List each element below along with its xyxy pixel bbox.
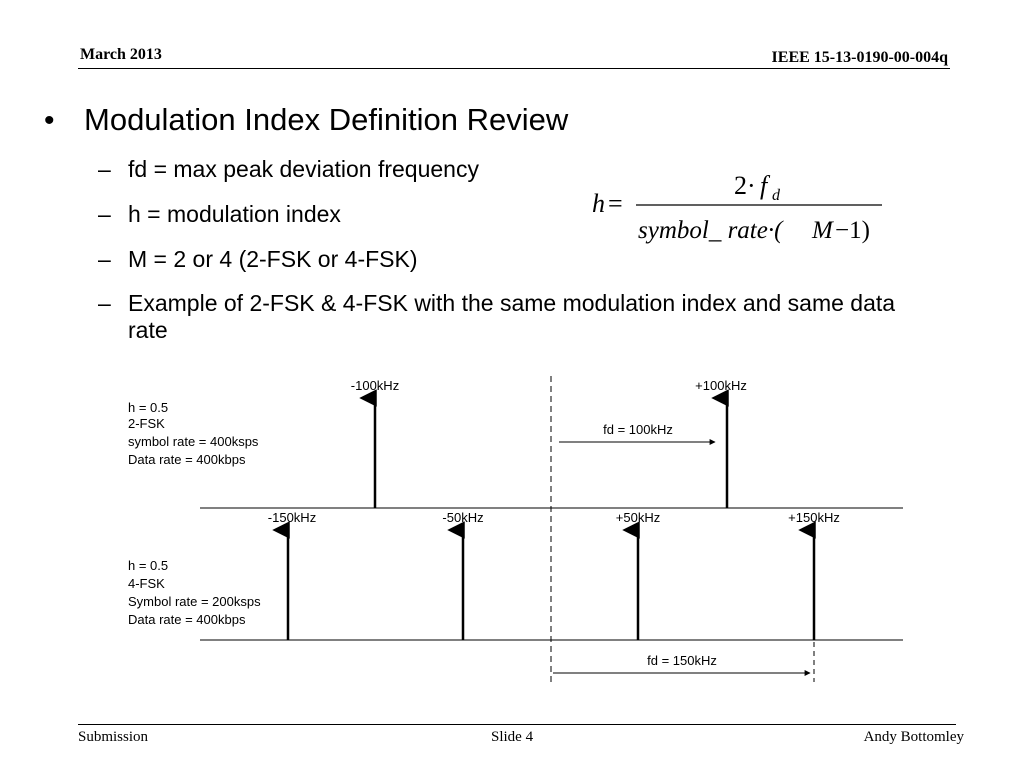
- fsk4-param: Data rate = 400kbps: [128, 612, 246, 627]
- fsk2-param: 2-FSK: [128, 416, 165, 431]
- fsk2-param: h = 0.5: [128, 400, 169, 415]
- sub-bullet-m: M = 2 or 4 (2-FSK or 4-FSK): [128, 246, 418, 272]
- formula-numerator-coef: 2·: [734, 171, 756, 200]
- dash-marker: –: [98, 156, 111, 182]
- fsk4-param: h = 0.5: [128, 558, 169, 573]
- fsk-spectrum-diagram: [0, 360, 1024, 690]
- header-date: March 2013: [80, 46, 162, 63]
- footer-author: Andy Bottomley: [863, 729, 964, 745]
- sub-bullet-example: Example of 2-FSK & 4-FSK with the same modulation index and same data rate: [128, 290, 896, 343]
- footer-slide-number: Slide 4: [491, 729, 534, 745]
- tone-label: +150kHz: [788, 510, 840, 525]
- formula-numerator-sub: d: [772, 187, 780, 204]
- dash-marker: –: [98, 290, 111, 316]
- modulation-index-formula: [590, 160, 890, 250]
- fsk4-param: Symbol rate = 200ksps: [128, 594, 261, 609]
- fsk2-param: Data rate = 400kbps: [128, 452, 246, 467]
- footer-submission: Submission: [78, 729, 149, 745]
- dash-marker: –: [98, 246, 111, 272]
- footer-divider: [78, 724, 956, 725]
- tone-label: -100kHz: [350, 378, 400, 393]
- formula-lhs: h: [592, 189, 605, 218]
- sub-bullet-h: h = modulation index: [128, 201, 341, 227]
- bullet-marker: •: [44, 104, 55, 137]
- tone-label: -50kHz: [442, 510, 484, 525]
- tone-label: -150kHz: [267, 510, 317, 525]
- tone-label: +100kHz: [695, 378, 747, 393]
- header-doc-id: IEEE 15-13-0190-00-004q: [771, 49, 948, 66]
- formula-numerator-var: f: [760, 171, 768, 200]
- slide-title-bullet: Modulation Index Definition Review: [84, 102, 569, 137]
- header-divider: [78, 68, 950, 69]
- dash-marker: –: [98, 201, 111, 227]
- tone-label: +50kHz: [615, 510, 661, 525]
- fd-label-2fsk: fd = 100kHz: [603, 422, 673, 437]
- formula-denominator-prefix: symbol_ rate·(: [638, 217, 783, 244]
- formula-denominator-suffix: −1): [835, 217, 870, 244]
- fsk2-param: symbol rate = 400ksps: [128, 434, 259, 449]
- sub-bullet-fd: fd = max peak deviation frequency: [128, 156, 479, 182]
- fsk4-param: 4-FSK: [128, 576, 165, 591]
- fd-label-4fsk: fd = 150kHz: [647, 653, 717, 668]
- formula-denominator-var: M: [812, 217, 833, 244]
- formula-equals: =: [608, 189, 623, 218]
